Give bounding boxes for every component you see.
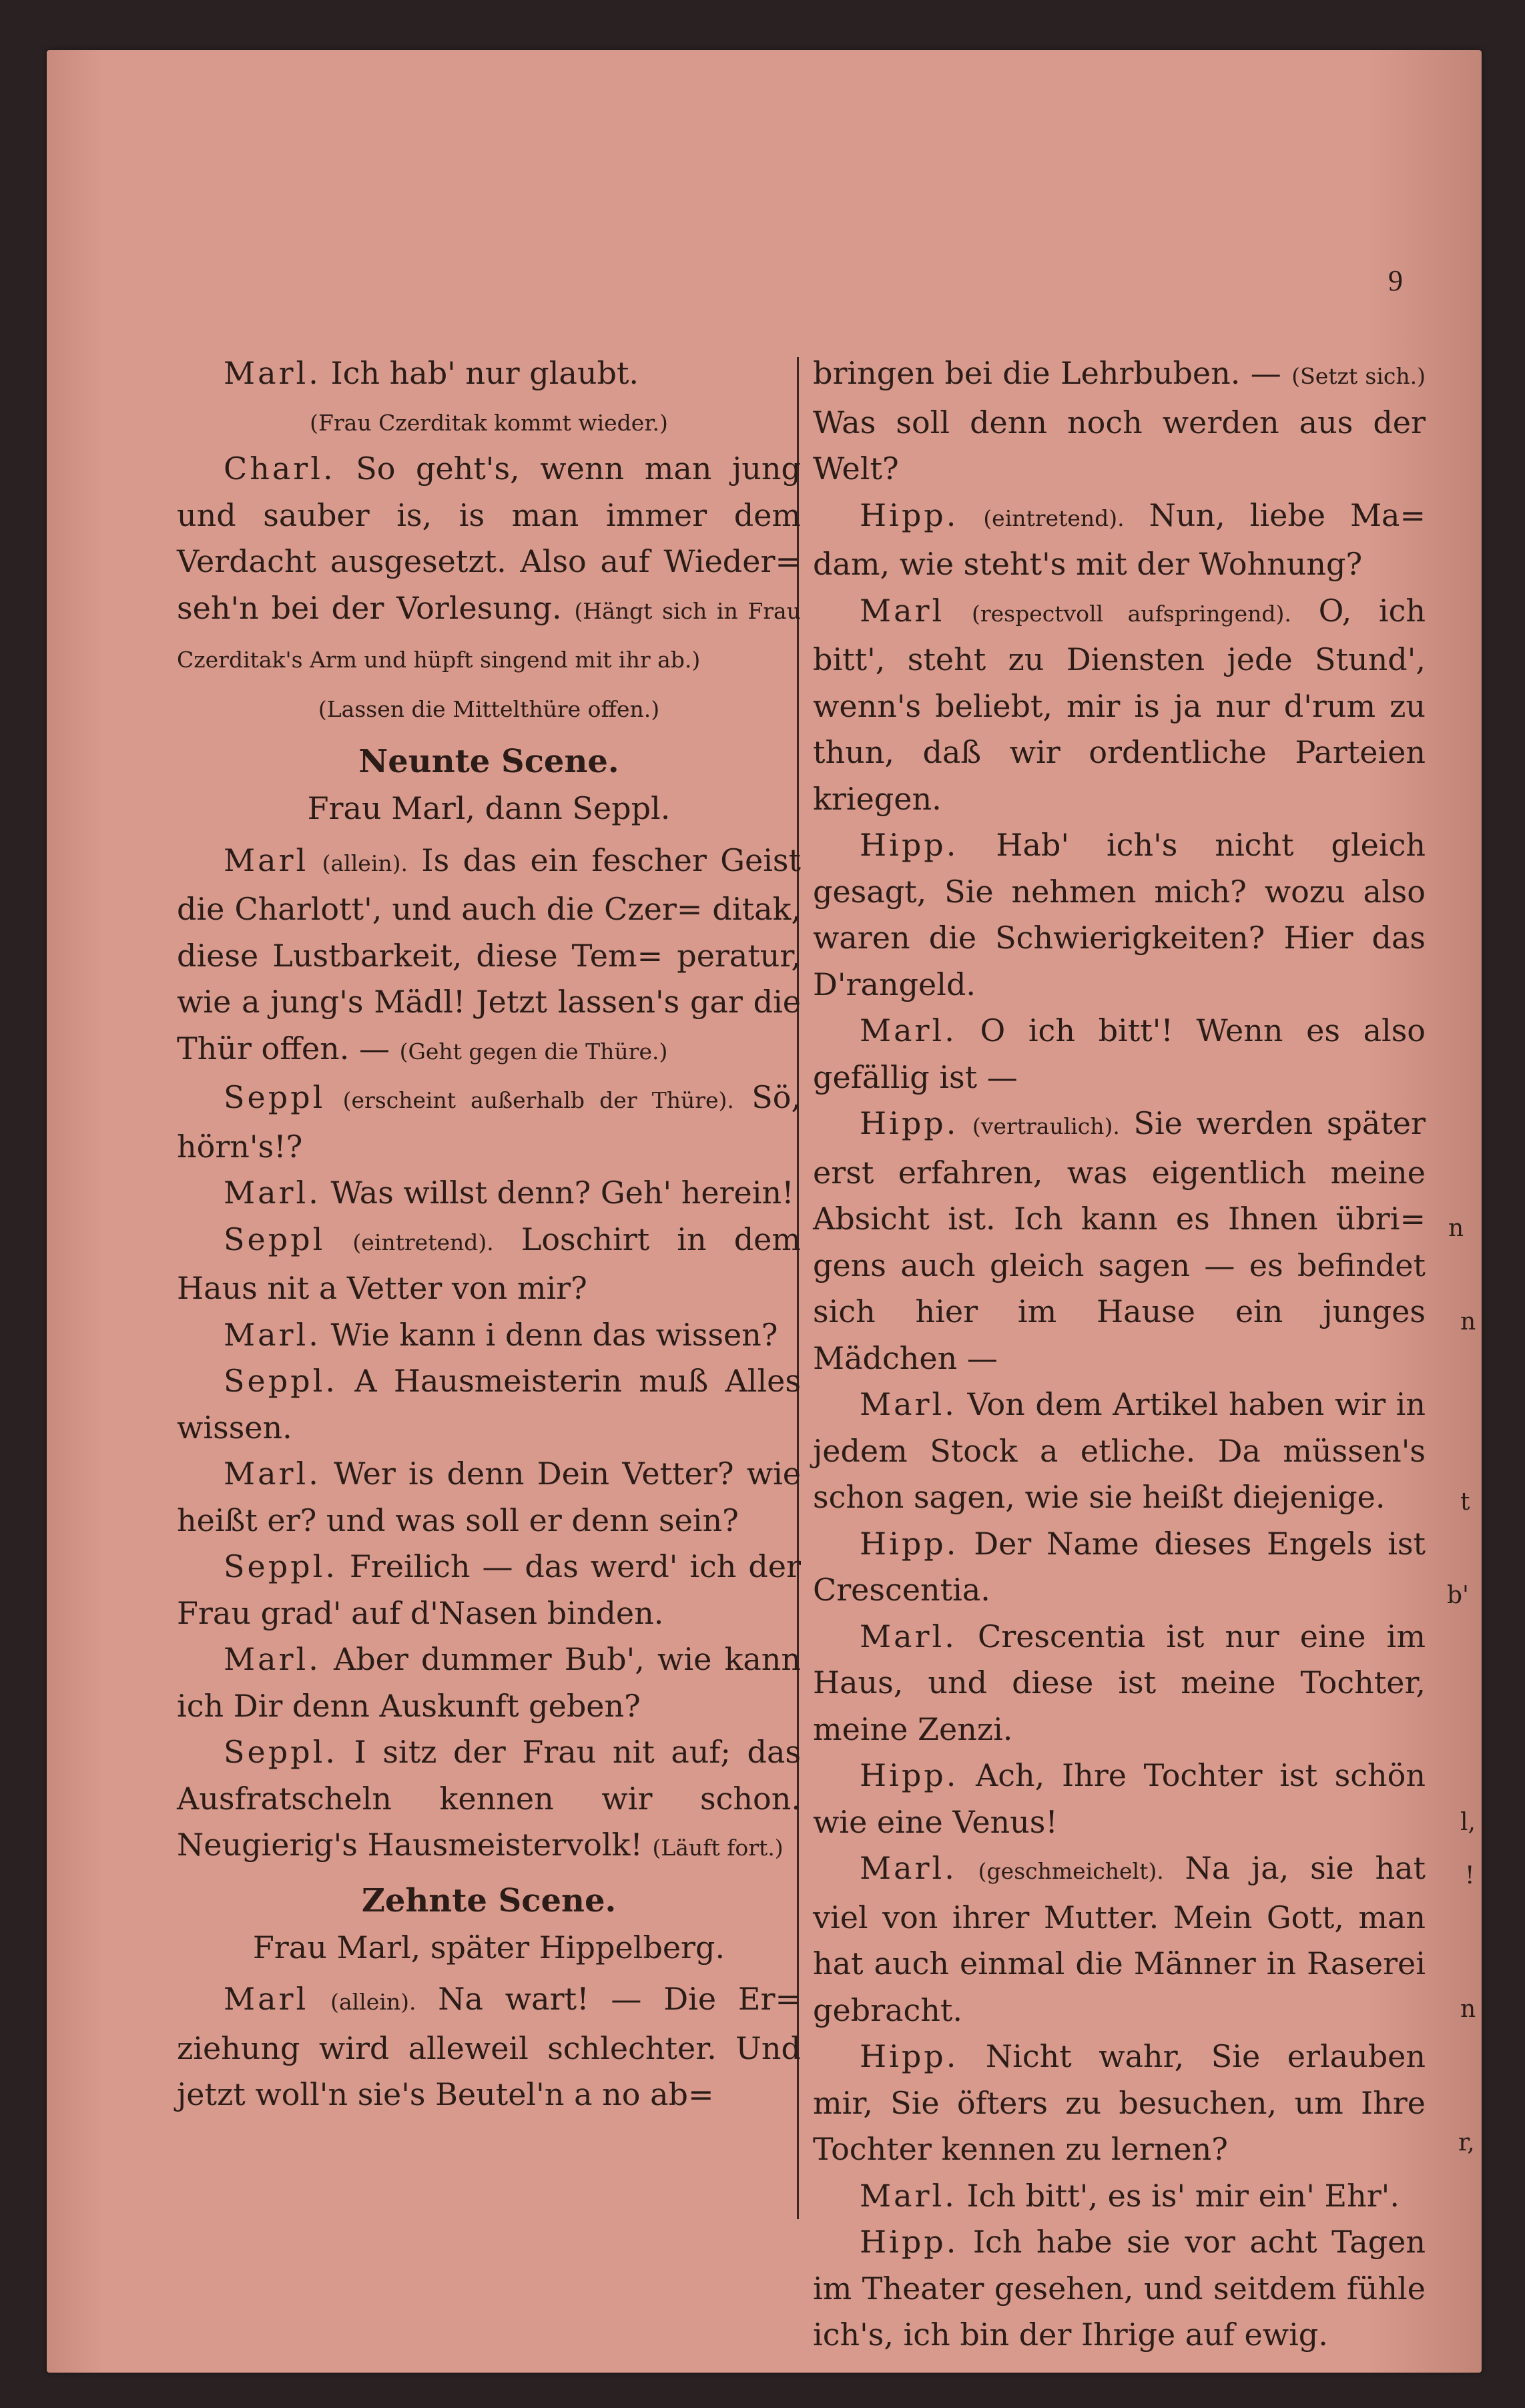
dialogue-line	[177, 1217, 801, 1312]
speech: A Hausmeisterin muß Alles wissen.	[177, 1363, 802, 1446]
speaker: Seppl.	[224, 1363, 338, 1399]
edge-mark: !	[1465, 1862, 1475, 1889]
speech: Is das ein fescher Geist die Charlott', und auch die Czer= ditak, diese Lustbarkeit, diese Tem= peratur, wie a jung's Mädl! Jetzt lassen's gar die Thür offen. —	[177, 842, 802, 1067]
speaker: Marl.	[860, 2177, 957, 2214]
speech: Loschirt in dem Haus nit a Vetter von mir?	[177, 1221, 802, 1306]
dialogue-line	[177, 350, 801, 397]
edge-mark: n	[1460, 1996, 1476, 2023]
speech: bringen bei die Lehrbuben. —	[813, 355, 1281, 391]
speech: Na wart! — Die Er= ziehung wird alleweil schlechter. Und jetzt woll'n sie's Beutel'n a no ab=	[177, 1981, 801, 2112]
dialogue-line	[813, 2219, 1426, 2359]
stage-direction: (Frau Czerditak kommt wieder.)	[310, 409, 668, 436]
speech: Crescentia ist nur eine im Haus, und diese ist meine Tochter, meine Zenzi.	[813, 1618, 1426, 1747]
speech: Ich habe sie vor acht Tagen im Theater gesehen, und seitdem fühle ich's, ich bin der Ihrige auf ewig.	[813, 2224, 1426, 2353]
speaker: Marl.	[224, 1175, 321, 1211]
stage-direction: (eintretend).	[983, 505, 1125, 531]
speech: Nicht wahr, Sie erlauben mir, Sie öfters zu besuchen, um Ihre Tochter kennen zu lernen?	[813, 2038, 1426, 2167]
speaker: Marl.	[224, 1641, 321, 1677]
edge-mark: t	[1460, 1488, 1470, 1516]
speaker: Marl.	[224, 1316, 321, 1353]
dialogue-line	[813, 1753, 1426, 1845]
right-column	[813, 350, 1426, 2359]
dialogue-line	[813, 822, 1426, 1008]
stage-direction: (allein).	[330, 1989, 416, 2015]
dialogue-line	[177, 1976, 801, 2118]
edge-mark: l,	[1460, 1809, 1476, 1836]
speaker: Hipp.	[860, 827, 959, 863]
edge-mark: r,	[1458, 2129, 1475, 2156]
dialogue-line	[813, 1382, 1426, 1521]
speech: Sie werden später erst erfahren, was eigentlich meine Absicht ist. Ich kann es Ihnen übri= gens auch gleich sagen — es befindet sich hier im Hause ein junges Mädchen —	[813, 1105, 1426, 1376]
page-number: 9	[1388, 264, 1403, 297]
speaker: Marl	[224, 1981, 309, 2017]
dialogue-line	[177, 446, 801, 683]
speech: So geht's, wenn man jung und sauber is, is man immer dem Verdacht ausgesetzt. Also auf Wieder= seh'n bei der Vorlesung.	[177, 450, 801, 626]
dialogue-line	[177, 1358, 801, 1451]
speaker: Marl	[860, 592, 945, 629]
stage-direction: (Setzt sich.)	[1291, 363, 1426, 389]
speech: Wie kann i denn das wissen?	[330, 1316, 778, 1353]
speaker: Marl.	[860, 1012, 957, 1048]
speech: Aber dummer Bub', wie kann ich Dir denn Auskunft geben?	[177, 1641, 801, 1724]
speaker: Seppl	[224, 1079, 326, 1115]
dialogue-line	[177, 1170, 801, 1217]
speaker: Marl.	[224, 1456, 321, 1492]
speech: Was soll denn noch werden aus der Welt?	[813, 404, 1426, 487]
dialogue-line	[813, 1845, 1426, 2034]
scene-cast: Frau Marl, dann Seppl.	[307, 790, 671, 826]
dialogue-line	[177, 1312, 801, 1359]
edge-mark: b'	[1447, 1582, 1469, 1609]
speech: Nun, liebe Ma= dam, wie steht's mit der Wohnung?	[813, 497, 1426, 582]
dialogue-line	[813, 1614, 1426, 1753]
speech: O, ich bitt', steht zu Diensten jede Stund', wenn's beliebt, mir is ja nur d'rum zu thun, daß wir ordentliche Parteien kriegen.	[813, 592, 1426, 817]
speaker: Marl	[224, 842, 309, 878]
stage-direction: (respectvoll aufspringend).	[971, 600, 1291, 627]
stage-direction: (geschmeichelt).	[978, 1858, 1164, 1884]
speech: Wer is denn Dein Vetter? wie heißt er? und was soll er denn sein?	[177, 1456, 802, 1538]
dialogue-line	[177, 1451, 801, 1544]
speaker: Hipp.	[860, 1757, 959, 1793]
edge-mark: n	[1448, 1215, 1464, 1242]
speaker: Seppl	[224, 1221, 326, 1257]
speech: Was willst denn? Geh' herein!	[330, 1175, 794, 1211]
speech: Ich bitt', es is' mir ein' Ehr'.	[966, 2177, 1400, 2214]
stage-direction: (Lassen die Mittelthüre offen.)	[318, 695, 660, 722]
speech: O ich bitt'! Wenn es also gefällig ist —	[813, 1012, 1426, 1095]
dialogue-line	[177, 1544, 801, 1636]
dialogue-line	[177, 1636, 801, 1729]
scene-heading: Zehnte Scene.	[361, 1881, 617, 1919]
scene-cast: Frau Marl, später Hippelberg.	[252, 1929, 725, 1966]
left-column	[177, 350, 801, 2118]
speaker: Hipp.	[860, 2038, 959, 2074]
speaker: Hipp.	[860, 2224, 959, 2260]
speech: Hab' ich's nicht gleich gesagt, Sie nehmen mich? wozu also waren die Schwierigkeiten? Hier das D'rangeld.	[813, 827, 1426, 1002]
speaker: Marl.	[860, 1618, 957, 1654]
speech: Na ja, sie hat viel von ihrer Mutter. Mein Gott, man hat auch einmal die Männer in Raserei gebracht.	[813, 1850, 1426, 2028]
dialogue-line	[813, 1008, 1426, 1101]
dialogue-line	[813, 493, 1426, 588]
edge-mark: n	[1460, 1308, 1476, 1335]
stage-direction: (Geht gegen die Thüre.)	[399, 1038, 668, 1065]
speaker: Charl.	[224, 450, 336, 487]
stage-direction: (Hängt sich in Frau Czerditak's Arm und hüpft singend mit ihr ab.)	[177, 597, 801, 673]
speech: Ach, Ihre Tochter ist schön wie eine Venus!	[813, 1757, 1426, 1840]
speaker: Seppl.	[224, 1548, 338, 1584]
dialogue-line	[177, 1075, 801, 1170]
stage-direction: (Läuft fort.)	[652, 1835, 784, 1861]
speech: Der Name dieses Engels ist Crescentia.	[813, 1525, 1426, 1608]
stage-direction: (erscheint außerhalb der Thüre).	[342, 1087, 734, 1113]
dialogue-line	[813, 2173, 1426, 2220]
speech: Sö, hörn's!?	[177, 1079, 802, 1165]
dialogue-line	[813, 2034, 1426, 2173]
stage-direction: (allein).	[322, 850, 408, 876]
speaker: Marl.	[860, 1386, 957, 1422]
speech: Von dem Artikel haben wir in jedem Stock a etliche. Da müssen's schon sagen, wie sie heißt diejenige.	[813, 1386, 1426, 1515]
speaker: Marl.	[224, 355, 321, 391]
speech: Freilich — das werd' ich der Frau grad' auf d'Nasen binden.	[177, 1548, 802, 1631]
dialogue-line	[813, 1101, 1426, 1382]
speaker: Marl.	[860, 1850, 957, 1886]
dialogue-line	[813, 350, 1426, 493]
stage-direction: (eintretend).	[352, 1229, 494, 1255]
dialogue-line	[177, 1729, 801, 1871]
speaker: Seppl.	[224, 1734, 338, 1770]
speaker: Hipp.	[860, 1105, 959, 1141]
speech: Ich hab' nur glaubt.	[330, 355, 639, 391]
dialogue-line	[813, 588, 1426, 823]
scene-heading: Neunte Scene.	[358, 743, 619, 780]
speech: I sitz der Frau nit auf; das Ausfratscheln kennen wir schon. Neugierig's Hausmeistervolk!	[177, 1734, 801, 1863]
dialogue-line	[813, 1521, 1426, 1614]
speaker: Hipp.	[860, 1525, 959, 1562]
dialogue-line	[177, 838, 801, 1075]
speaker: Hipp.	[860, 497, 959, 533]
stage-direction: (vertraulich).	[972, 1113, 1120, 1139]
